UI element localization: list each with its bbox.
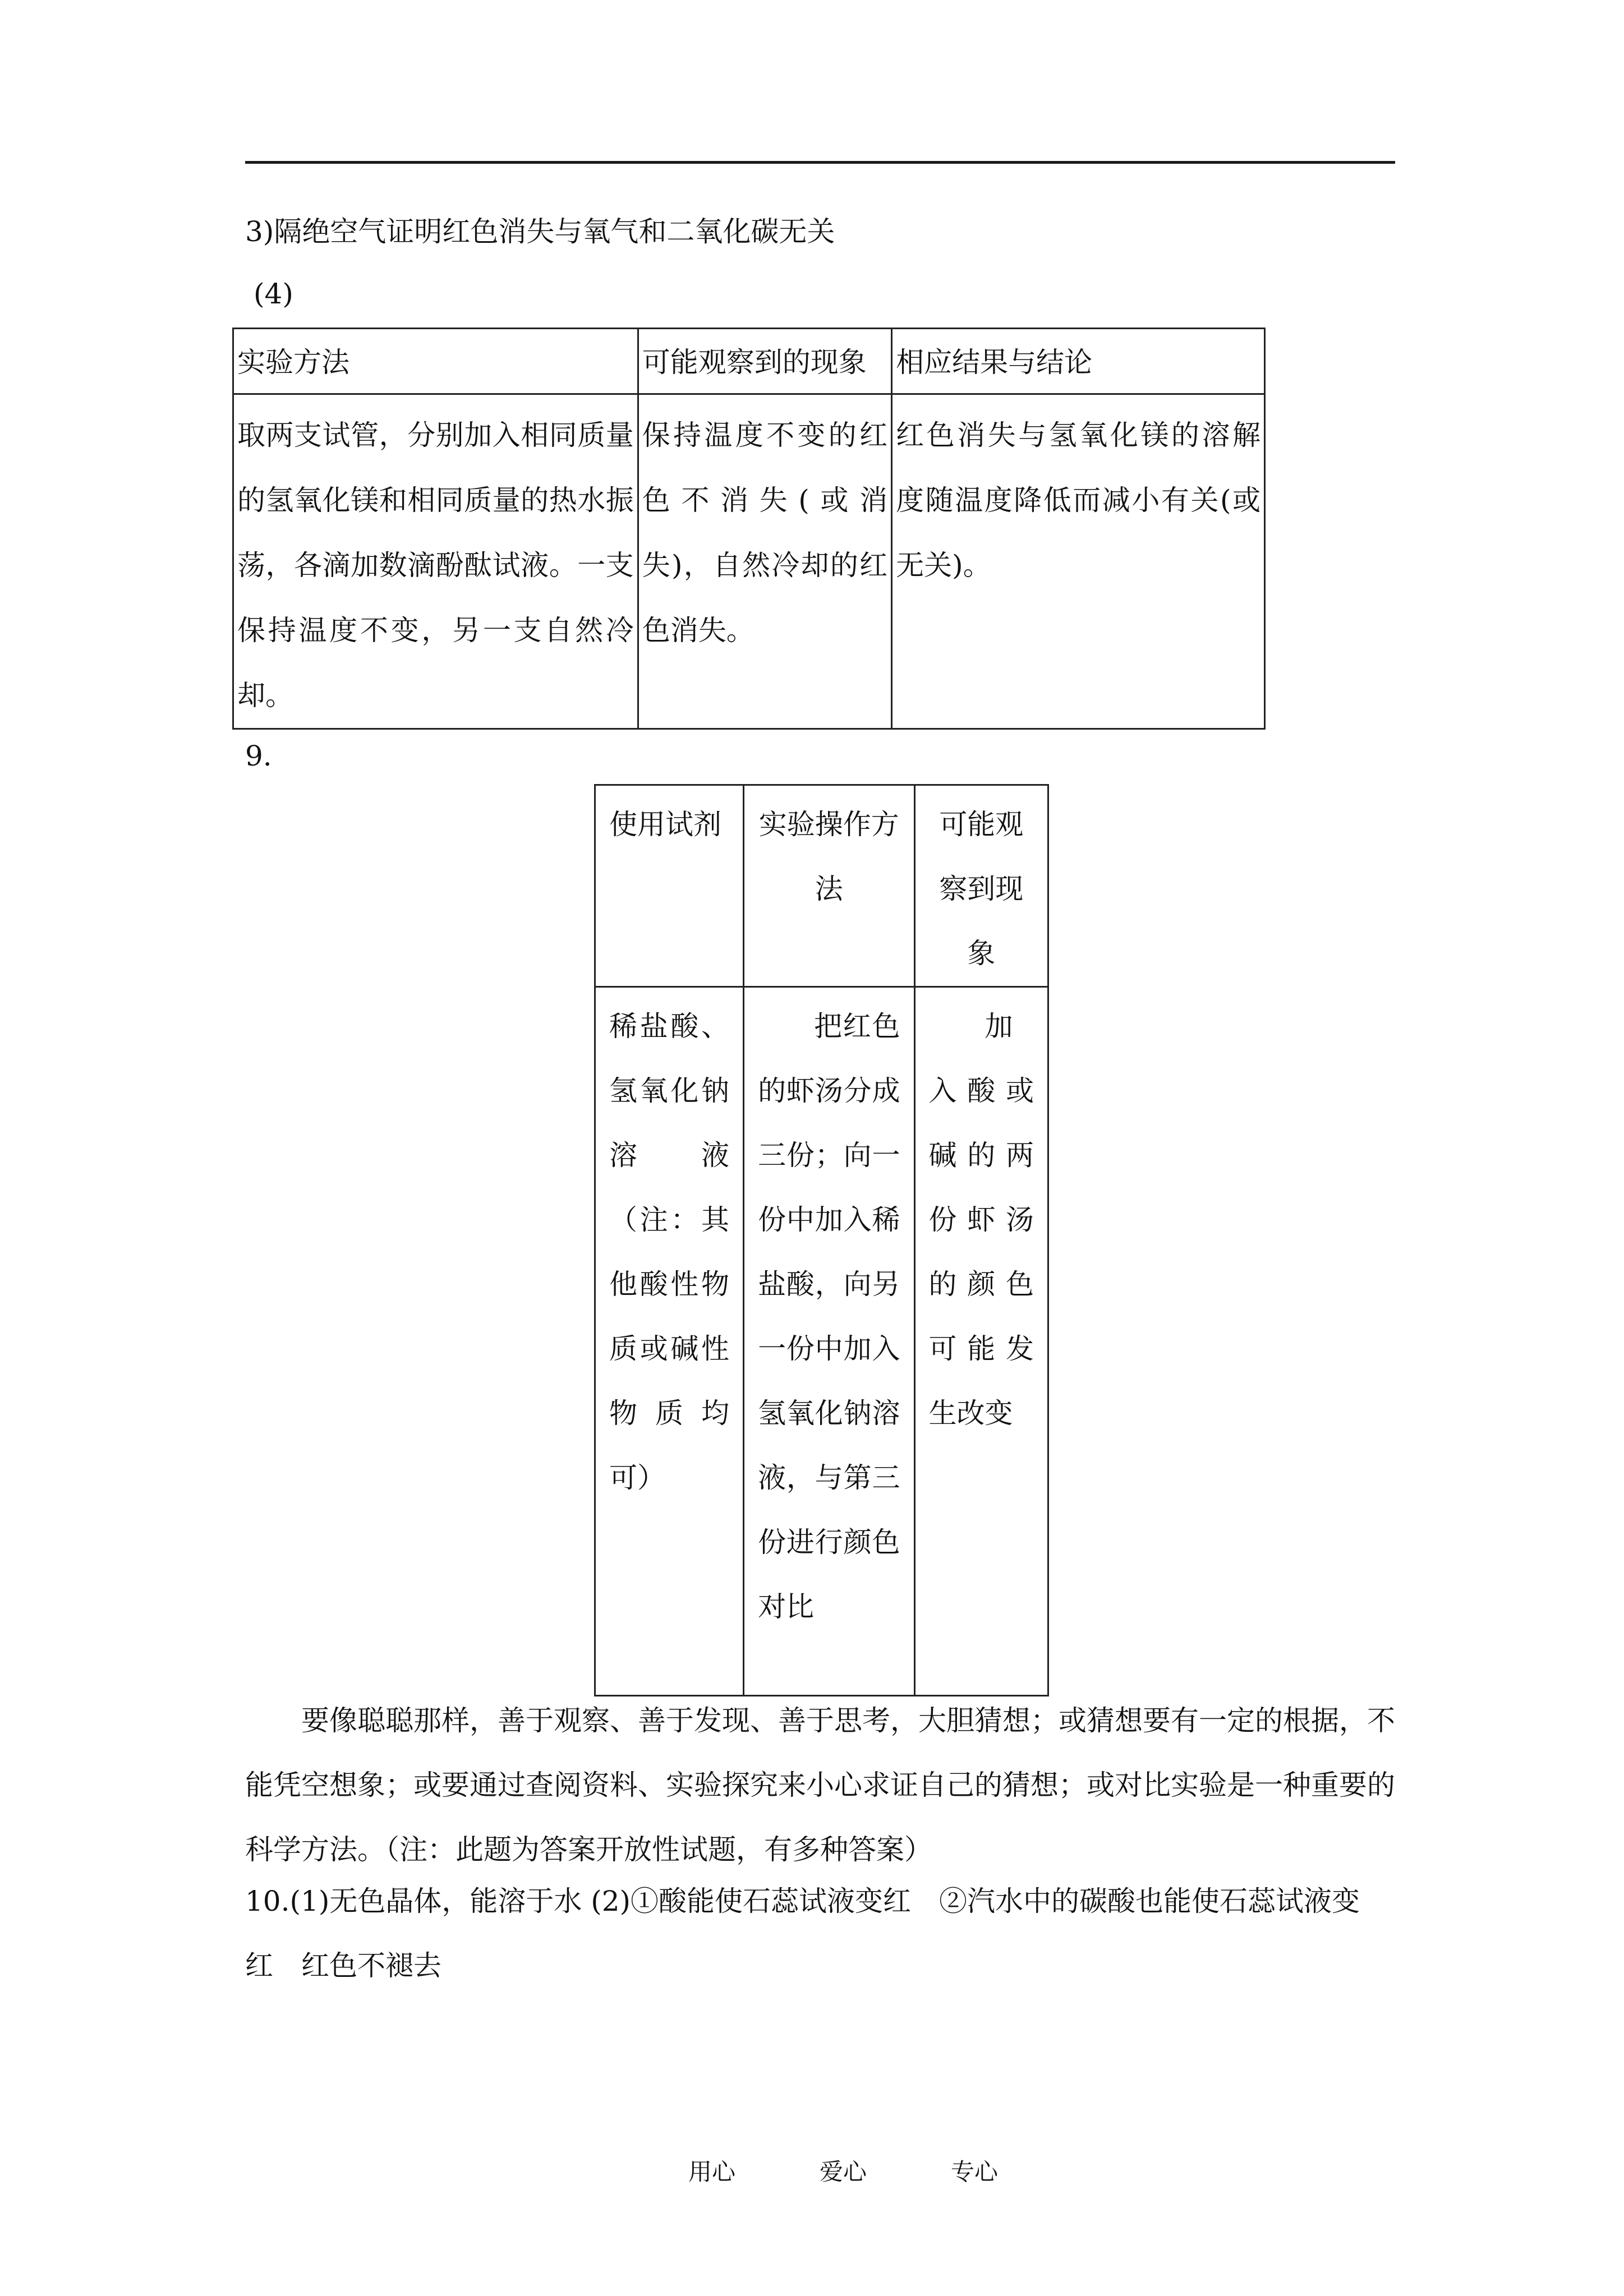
- q9-cell-reagent: 稀盐酸、氢氧化钠溶液（注：其他酸性物质或碱性物质均可）: [595, 987, 744, 1696]
- q8-item4-label: (4): [254, 278, 293, 310]
- q8-table: [232, 328, 1266, 730]
- q8-header-method: 实验方法: [233, 329, 638, 394]
- q8-header-phenomenon: 可能观察到的现象: [638, 329, 891, 394]
- header-rule: [245, 161, 1395, 164]
- q8-table-header-row: [233, 329, 1265, 394]
- q9-header-phenomenon: 可能观察到现象: [914, 785, 1048, 987]
- q9-cell-phenomenon: 加入酸或碱的两份虾汤的颜色可能发生改变: [914, 987, 1048, 1696]
- q9-paragraph: 要像聪聪那样，善于观察、善于发现、善于思考，大胆猜想；或猜想要有一定的根据，不能凭空想象；或要通过查阅资料、实验探究来小心求证自己的猜想；或对比实验是一种重要的科学方法。（注：此题为答案开放性试题，有多种答案）: [245, 1704, 1395, 1866]
- footer-text-2: 爱心: [820, 2158, 867, 2186]
- q8-cell-phenomenon: 保持温度不变的红色不消失(或消失)，自然冷却的红色消失。: [638, 394, 891, 729]
- q9-header-operation: 实验操作方法: [744, 785, 914, 987]
- q10-line1: 10.(1)无色晶体，能溶于水 (2)①酸能使石蕊试液变红 ②汽水中的碳酸也能使石蕊试液变: [245, 1885, 1360, 1917]
- q9-header-reagent: 使用试剂: [595, 785, 744, 987]
- footer-text-3: 专心: [951, 2158, 999, 2186]
- q8-cell-conclusion: 红色消失与氢氧化镁的溶解度随温度降低而减小有关(或无关)。: [892, 394, 1265, 729]
- q9-label: 9.: [245, 740, 272, 772]
- q9-table-header-row: [595, 785, 1048, 987]
- q8-cell-method: 取两支试管，分别加入相同质量的氢氧化镁和相同质量的热水振荡，各滴加数滴酚酞试液。一支保持温度不变，另一支自然冷却。: [233, 394, 638, 729]
- q9-table-row: [595, 987, 1048, 1696]
- q10-line2: 红 红色不褪去: [245, 1949, 441, 1982]
- footer-text-1: 用心: [688, 2158, 736, 2186]
- page-footer: [688, 2154, 1082, 2187]
- q8-table-row: [233, 394, 1265, 729]
- q9-cell-operation: 把红色的虾汤分成三份；向一份中加入稀盐酸，向另一份中加入氢氧化钠溶液，与第三份进行颜色对比: [744, 987, 914, 1696]
- q8-item3: 3)隔绝空气证明红色消失与氧气和二氧化碳无关: [245, 215, 835, 248]
- q8-header-conclusion: 相应结果与结论: [892, 329, 1265, 394]
- q9-table: [594, 784, 1049, 1696]
